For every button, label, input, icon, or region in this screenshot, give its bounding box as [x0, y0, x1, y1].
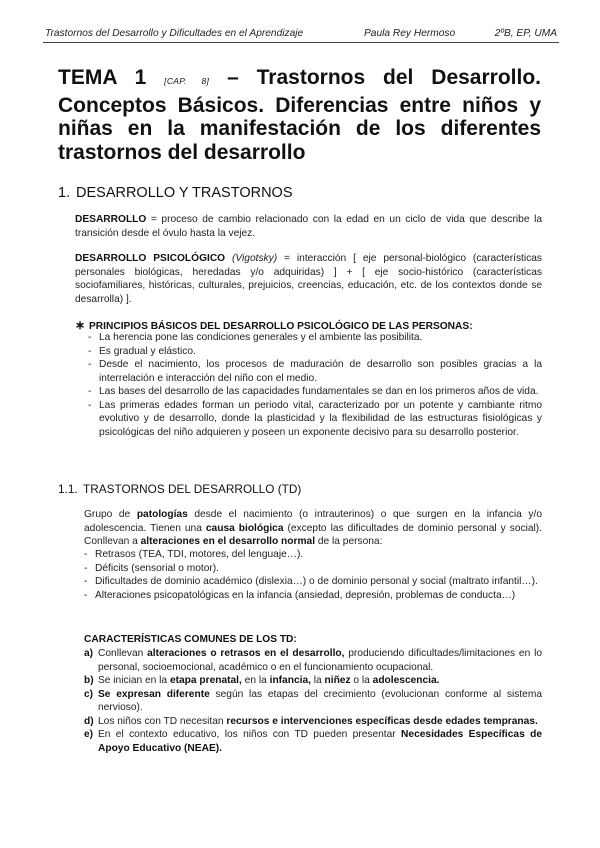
- title-text: – Trastornos del Desarrollo. Conceptos Básicos. Diferencias entre niños y niñas en la manifestación de los diferentes trastornos del desarrollo: [58, 66, 541, 164]
- psicologico-text: = interacción [ eje personal-biológico (características personales biológicas, heredadas y/o adquiridas) ] + [ eje socio-histórico (características sociofamiliares, históricas, culturales, prejuicios, creencias, educación, etc. de los contextos donde se desarrolla) ].: [75, 253, 542, 305]
- item-bold: recursos e intervenciones específicas desde edades tempranas.: [226, 715, 538, 727]
- td-bold-patologias: patologías: [136, 509, 188, 520]
- list-item: [84, 715, 542, 729]
- td-definition: [84, 508, 542, 549]
- list-item: [84, 688, 542, 715]
- list-item: - Es gradual y elástico.: [88, 345, 542, 359]
- td-list: [84, 548, 542, 602]
- list-item: - Déficits (sensorial o motor).: [84, 562, 542, 576]
- desarrollo-psicologico-definition: [75, 252, 542, 306]
- running-header: [43, 26, 559, 43]
- item-letter: b): [84, 675, 94, 686]
- item-text: en la: [241, 675, 270, 686]
- item-bold: etapa prenatal,: [169, 675, 242, 686]
- td-text: Grupo de: [84, 509, 137, 520]
- list-item: - Retrasos (TEA, TDI, motores, del lenguaje…).: [84, 548, 542, 562]
- asterisk-bullet-icon: ∗: [75, 318, 86, 332]
- psicologico-author: (Vigotsky): [232, 253, 278, 264]
- list-item: - Dificultades de dominio académico (dislexia…) o de dominio personal y social (maltrato infantil…).: [84, 575, 542, 589]
- caracteristicas-heading: CARACTERÍSTICAS COMUNES DE LOS TD:: [84, 634, 297, 645]
- principios-heading-text: PRINCIPIOS BÁSICOS DEL DESARROLLO PSICOLÓGICO DE LAS PERSONAS:: [89, 321, 473, 332]
- item-text: Se inician en la: [98, 675, 170, 686]
- title-chapter-ref: [CAP. 8]: [164, 76, 210, 86]
- item-text: según las etapas del crecimiento (evolucionan conforme al sistema nervioso).: [98, 688, 542, 713]
- list-item: - Las primeras edades forman un periodo vital, caracterizado por un potente y cambiante ritmo evolutivo y de desarrollo, donde la plasticidad y la flexibilidad de las estructuras fisiológicas y psicológicas del niño adquieren y poseen un exponente decisivo para su desarrollo posterior.: [88, 399, 542, 440]
- section-1-heading: [58, 185, 293, 201]
- caracteristicas-list: [84, 647, 542, 755]
- item-text: Los niños con TD necesitan: [98, 715, 227, 727]
- principios-list: [88, 331, 542, 439]
- item-text: o la: [350, 675, 373, 686]
- item-text: En el contexto educativo, los niños con TD pueden presentar: [98, 729, 402, 740]
- item-text: produciendo dificultades/limitaciones en lo personal, socioemocional, académico o en el funcionamiento ocupacional.: [98, 648, 542, 673]
- section-1-title: DESARROLLO Y TRASTORNOS: [76, 185, 293, 201]
- principios-heading: [75, 318, 473, 332]
- section-1-1-number: 1.1.: [58, 482, 78, 496]
- title-tema: TEMA 1: [58, 66, 147, 89]
- item-letter: c): [84, 688, 94, 700]
- item-letter: e): [84, 729, 94, 740]
- section-1-number: 1.: [58, 185, 71, 201]
- desarrollo-definition: [75, 213, 542, 240]
- item-bold: alteraciones o retrasos en el desarrollo,: [147, 648, 345, 659]
- desarrollo-text: = proceso de cambio relacionado con la edad en un ciclo de vida que describe la transición desde el óvulo hasta la vejez.: [75, 214, 542, 239]
- td-text: de la persona:: [315, 536, 383, 547]
- section-1-1-title: TRASTORNOS DEL DESARROLLO (TD): [83, 482, 302, 496]
- item-bold: Se expresan diferente: [98, 688, 210, 700]
- item-text: la: [310, 675, 325, 686]
- psicologico-term: DESARROLLO PSICOLÓGICO: [75, 253, 226, 264]
- section-1-1-heading: [58, 482, 301, 496]
- item-bold: infancia,: [269, 675, 311, 686]
- td-text: (excepto las dificultades de dominio personal y social). Conllevan a: [84, 522, 543, 547]
- item-bold: adolescencia.: [372, 675, 440, 686]
- item-letter: a): [84, 648, 94, 659]
- td-bold-alteraciones: alteraciones en el desarrollo normal: [140, 536, 316, 547]
- list-item: [84, 647, 542, 674]
- desarrollo-term: DESARROLLO: [75, 214, 147, 225]
- list-item: [84, 674, 542, 688]
- item-bold: niñez: [324, 675, 351, 686]
- header-author: Paula Rey Hermoso: [364, 28, 456, 39]
- header-group: 2ºB, EP, UMA: [494, 28, 557, 39]
- list-item: - La herencia pone las condiciones generales y el ambiente las posibilita.: [88, 331, 542, 345]
- list-item: - Desde el nacimiento, los procesos de maduración de desarrollo son posibles gracias a la interrelación e interacción del niño con el medio.: [88, 358, 542, 385]
- item-text: Conllevan: [98, 648, 148, 659]
- td-text: desde el nacimiento (o intrauterinos) o que surgen en la infancia y/o adolescencia. Tienen una: [84, 509, 542, 534]
- td-bold-causa: causa biológica: [205, 522, 284, 534]
- list-item: [84, 728, 542, 755]
- list-item: - Las bases del desarrollo de las capacidades fundamentales se dan en los primeros años de vida.: [88, 385, 542, 399]
- page-title: [58, 66, 541, 164]
- item-bold: Necesidades Específicas de Apoyo Educativo (NEAE).: [98, 729, 542, 754]
- item-letter: d): [84, 715, 94, 727]
- header-course-title: Trastornos del Desarrollo y Dificultades en el Aprendizaje: [45, 28, 304, 39]
- list-item: - Alteraciones psicopatológicas en la infancia (ansiedad, depresión, problemas de conducta…): [84, 589, 542, 603]
